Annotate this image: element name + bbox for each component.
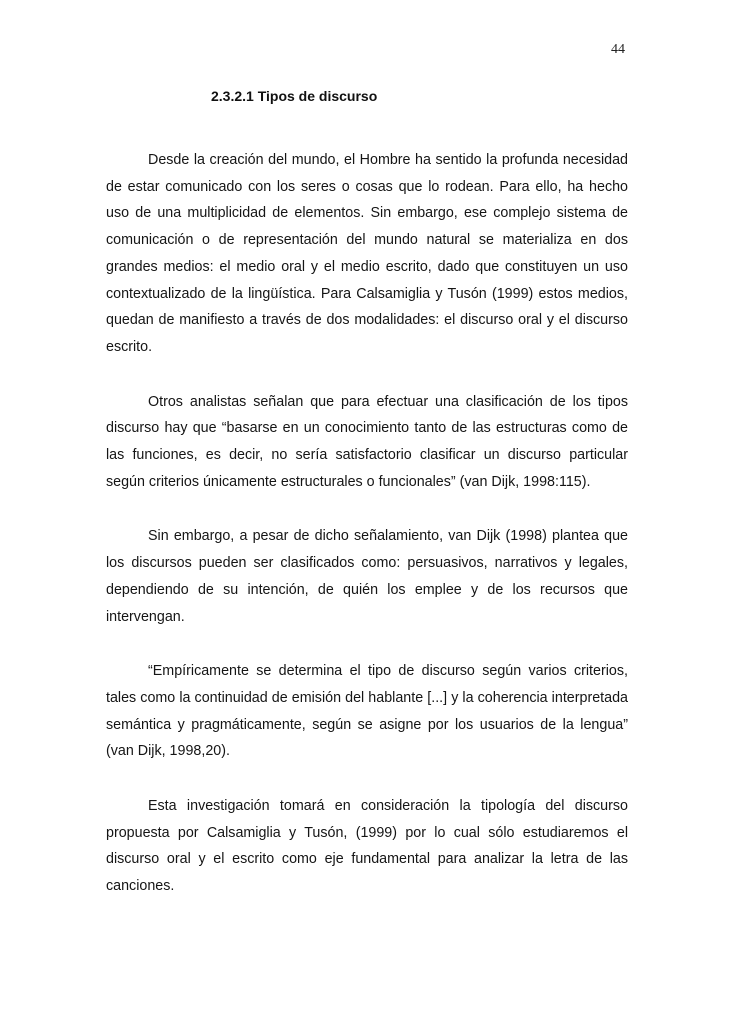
paragraph-5: Esta investigación tomará en consideración la tipología del discurso propuesta por Calsamiglia y Tusón, (1999) por lo cual sólo estudiaremos el discurso oral y el escrito como eje fundamental para analizar la letra de las canciones.	[106, 798, 628, 895]
paragraph-2: Otros analistas señalan que para efectuar una clasificación de los tipos discurso hay que “basarse en un conocimiento tanto de las estructuras como de las funciones, es decir, no sería satisfactorio clasificar un discurso particular según criterios únicamente estructurales o funcionales” (van Dijk, 1998:115).	[106, 393, 628, 490]
section-heading: 2.3.2.1 Tipos de discurso	[211, 88, 378, 104]
document-body	[106, 147, 628, 928]
paragraph-4: “Empíricamente se determina el tipo de discurso según varios criterios, tales como la continuidad de emisión del hablante [...] y la coherencia interpretada semántica y pragmáticamente, según se asigne por los usuarios de la lengua” (van Dijk, 1998,20).	[106, 663, 628, 760]
paragraph-3: Sin embargo, a pesar de dicho señalamiento, van Dijk (1998) plantea que los discursos pueden ser clasificados como: persuasivos, narrativos y legales, dependiendo de su intención, de quién los emplee y de los recursos que intervengan.	[106, 528, 628, 625]
paragraph-1: Desde la creación del mundo, el Hombre ha sentido la profunda necesidad de estar comunicado con los seres o cosas que lo rodean. Para ello, ha hecho uso de una multiplicidad de elementos. Sin embargo, ese complejo sistema de comunicación o de representación del mundo natural se materializa en dos grandes medios: el medio oral y el medio escrito, dado que constituyen un uso contextualizado de la lingüística. Para Calsamiglia y Tusón (1999) estos medios, quedan de manifiesto a través de dos modalidades: el discurso oral y el discurso escrito.	[106, 152, 628, 355]
page-number: 44	[611, 42, 625, 57]
